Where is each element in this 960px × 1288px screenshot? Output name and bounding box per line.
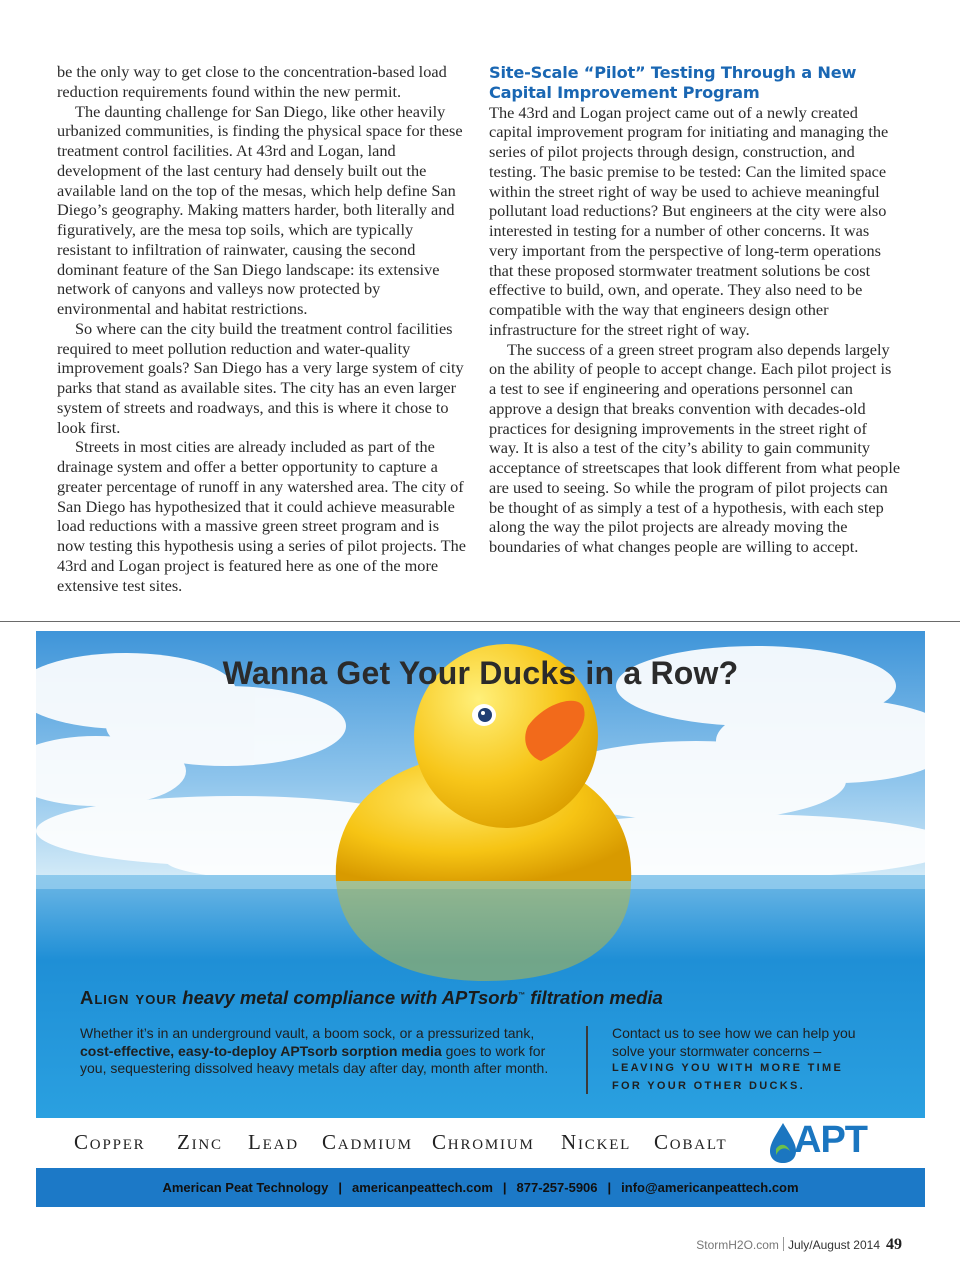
paragraph: The success of a green street program also depends largely on the ability of people to accept change. Each pilot project is a test to see if engineering and operations personnel can approve a design that breaks convention with decades-old practices for designing improvements in the street right of way. It is also a test of the city’s ability to gain community acceptance of streetscapes that look different from what people are used to seeing. So while the program of pilot projects can be thought of as simply a test of a hypothesis, with each step along the way the pilot projects are already moving the boundaries of what changes people are willing to accept. <box>489 339 901 556</box>
ad-contact-text: Contact us to see how we can help you solve your stormwater concerns – <box>612 1025 856 1059</box>
metal-cadmium: Cadmium <box>322 1130 413 1154</box>
page-footer <box>696 1236 902 1254</box>
metal-chromium: Chromium <box>432 1130 535 1154</box>
apt-logo <box>768 1121 888 1165</box>
article-column-left <box>57 62 469 595</box>
paragraph: be the only way to get close to the concentration-based load reduction requirements found within the new permit. <box>57 62 447 101</box>
tagline-main: heavy metal compliance with APTsorb <box>182 987 519 1008</box>
metal-cobalt: Cobalt <box>654 1130 728 1154</box>
ad-body-right <box>612 1025 892 1095</box>
company-name: American Peat Technology <box>162 1180 329 1195</box>
metal-nickel: Nickel <box>561 1130 632 1154</box>
website-link[interactable]: americanpeattech.com <box>352 1180 493 1195</box>
ad-body-text: Whether it’s in an underground vault, a boom sock, or a pressurized tank, <box>80 1025 535 1041</box>
ad-divider <box>586 1026 588 1094</box>
metal-copper: Copper <box>74 1130 146 1154</box>
paragraph: Streets in most cities are already included as part of the drainage system and offer a better opportunity to capture a greater percentage of runoff in any watershed area. The city of San Diego has hypothesized that it could achieve measurable load reductions with a massive green street program and is now testing this hypothesis using a series of pilot projects. The 43rd and Logan project is featured here as one of the more extensive test sites. <box>57 437 466 595</box>
phone-number: 877-257-5906 <box>516 1180 598 1195</box>
paragraph: The 43rd and Logan project came out of a newly created capital improvement program for initiating and managing the series of pilot projects through design, construction, and testing. The basic premise to be tested: Can the limited space within the street right of way be used to achieve meaningful pollutant load reductions? But engineers at the city were also interested in testing for a number of other concerns. It was very important from the perspective of long-term operations that these proposed stormwater treatment solutions be cost effective to build, own, and operate. They also need to be compatible with the way that engineers design other infrastructure for the street right of way. <box>489 102 889 339</box>
separator: | <box>607 1180 612 1195</box>
ad-headline: Wanna Get Your Ducks in a Row? <box>222 655 739 691</box>
ad-body-bold: cost-effective, easy-to-deploy APTsorb sorption media <box>80 1042 442 1059</box>
separator: | <box>502 1180 507 1195</box>
trademark-mark: ™ <box>518 991 526 999</box>
issue-date: July/August 2014 <box>787 1238 880 1252</box>
section-divider <box>0 621 960 622</box>
article-column-right <box>489 62 901 557</box>
page-number: 49 <box>886 1236 902 1253</box>
paragraph: So where can the city build the treatment control facilities required to meet pollution reduction and water-quality improvement goals? San Diego has a very large system of city parks that stand as available sites. The city has an even larger system of streets and roadways, and this is where it chose to look first. <box>57 318 464 437</box>
ad-body-left <box>80 1025 570 1078</box>
tagline-suffix: filtration media <box>530 987 663 1008</box>
ad-contact-caps: LEAVING YOU WITH MORE TIME <box>612 1062 844 1074</box>
ad-contact-bar <box>36 1168 925 1207</box>
separator: | <box>338 1180 342 1195</box>
apt-logo-text: APT <box>794 1119 867 1161</box>
section-heading: Site-Scale “Pilot” Testing Through a New Capital Improvement Program <box>489 63 857 102</box>
ad-contact-caps: FOR YOUR OTHER DUCKS. <box>612 1079 805 1092</box>
advertisement[interactable] <box>36 631 925 1207</box>
metal-lead: Lead <box>248 1130 299 1154</box>
ad-tagline <box>80 987 663 1009</box>
email-link[interactable]: info@americanpeattech.com <box>621 1180 799 1195</box>
metals-list <box>36 1118 925 1168</box>
metal-zinc: Zinc <box>177 1130 223 1154</box>
footer-divider <box>783 1237 784 1251</box>
site-name: StormH2O.com <box>696 1238 779 1252</box>
paragraph: The daunting challenge for San Diego, like other heavily urbanized communities, is finding the physical space for these treatment control facilities. At 43rd and Logan, land development of the last century had densely built out the available land on the top of the mesas, which help define San Diego’s geography. Making matters harder, both literally and figuratively, are the mesa top soils, which are typically resistant to infiltration of rainwater, causing the second dominant feature of the San Diego landscape: its extensive network of canyons and valleys now protected by environmental and habitat restrictions. <box>57 101 463 318</box>
ad-body-text: goes to work for you, sequestering dissolved heavy metals day after day, month after month. <box>80 1042 549 1076</box>
tagline-prefix: Align your <box>80 987 178 1008</box>
